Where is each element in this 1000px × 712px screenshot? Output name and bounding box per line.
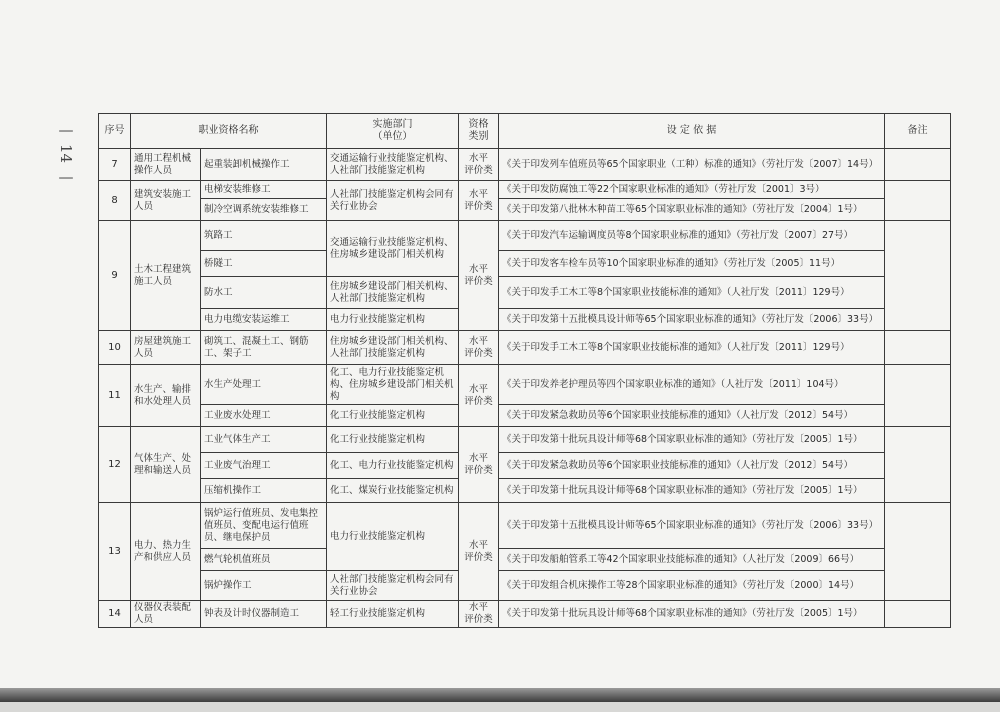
- remark: [885, 149, 951, 181]
- category: 水平 评价类: [459, 427, 499, 503]
- row-seq: 8: [99, 181, 131, 221]
- sub-qualification: 防水工: [201, 277, 327, 309]
- category: 水平 评价类: [459, 601, 499, 628]
- page-number-value: 14: [57, 144, 75, 164]
- header-basis: 设 定 依 据: [499, 114, 885, 149]
- sub-qualification: 起重装卸机械操作工: [201, 149, 327, 181]
- department: 人社部门技能鉴定机构会同有关行业协会: [327, 181, 459, 221]
- department: 住房城乡建设部门相关机构、人社部门技能鉴定机构: [327, 331, 459, 365]
- page-number: [56, 120, 76, 187]
- sub-qualification: 桥隧工: [201, 251, 327, 277]
- basis: 《关于印发手工木工等8个国家职业技能标准的通知》（人社厅发〔2011〕129号）: [499, 277, 885, 309]
- basis: 《关于印发第十五批模具设计师等65个国家职业标准的通知》（劳社厅发〔2006〕33号）: [499, 503, 885, 549]
- row-seq: 11: [99, 365, 131, 427]
- table-body: [99, 149, 951, 628]
- basis: 《关于印发手工木工等8个国家职业技能标准的通知》（人社厅发〔2011〕129号）: [499, 331, 885, 365]
- row-seq: 7: [99, 149, 131, 181]
- table-row: [99, 221, 951, 251]
- remark: [885, 503, 951, 601]
- basis: 《关于印发紧急救助员等6个国家职业技能标准的通知》（人社厅发〔2012〕54号）: [499, 453, 885, 479]
- qualification-name: 仪器仪表装配人员: [131, 601, 201, 628]
- department: 轻工行业技能鉴定机构: [327, 601, 459, 628]
- category: 水平 评价类: [459, 365, 499, 427]
- sub-qualification: 筑路工: [201, 221, 327, 251]
- page-dash: —: [58, 121, 74, 139]
- sub-qualification: 电力电缆安装运维工: [201, 309, 327, 331]
- basis: 《关于印发组合机床操作工等28个国家职业标准的通知》（劳社厅发〔2000〕14号）: [499, 571, 885, 601]
- category: 水平 评价类: [459, 181, 499, 221]
- sub-qualification: 工业废气治理工: [201, 453, 327, 479]
- table-row: [99, 503, 951, 549]
- department: 电力行业技能鉴定机构: [327, 309, 459, 331]
- basis: 《关于印发防腐蚀工等22个国家职业标准的通知》（劳社厅发〔2001〕3号）: [499, 181, 885, 199]
- sub-qualification: 锅炉操作工: [201, 571, 327, 601]
- department: 人社部门技能鉴定机构会同有关行业协会: [327, 571, 459, 601]
- category: 水平 评价类: [459, 149, 499, 181]
- sub-qualification: 砌筑工、混凝土工、钢筋工、架子工: [201, 331, 327, 365]
- department: 化工行业技能鉴定机构: [327, 427, 459, 453]
- header-department: 实施部门 （单位）: [327, 114, 459, 149]
- remark: [885, 427, 951, 503]
- remark: [885, 365, 951, 427]
- page-bottom-edge: [0, 688, 1000, 702]
- table-row: [99, 601, 951, 628]
- sub-qualification: 工业气体生产工: [201, 427, 327, 453]
- qualification-name: 通用工程机械操作人员: [131, 149, 201, 181]
- sub-qualification: 压缩机操作工: [201, 479, 327, 503]
- basis: 《关于印发第十批玩具设计师等68个国家职业标准的通知》（劳社厅发〔2005〕1号）: [499, 427, 885, 453]
- basis: 《关于印发第八批林木种苗工等65个国家职业标准的通知》（劳社厅发〔2004〕1号）: [499, 199, 885, 221]
- sub-qualification: 工业废水处理工: [201, 405, 327, 427]
- sub-qualification: 燃气轮机值班员: [201, 549, 327, 571]
- table-row: [99, 479, 951, 503]
- table-row: [99, 277, 951, 309]
- table-row: [99, 331, 951, 365]
- basis: 《关于印发汽车运输调度员等8个国家职业标准的通知》（劳社厅发〔2007〕27号）: [499, 221, 885, 251]
- basis: 《关于印发紧急救助员等6个国家职业技能标准的通知》（人社厅发〔2012〕54号）: [499, 405, 885, 427]
- basis: 《关于印发船舶管系工等42个国家职业技能标准的通知》（人社厅发〔2009〕66号）: [499, 549, 885, 571]
- department: 化工、煤炭行业技能鉴定机构: [327, 479, 459, 503]
- remark: [885, 181, 951, 221]
- remark: [885, 601, 951, 628]
- row-seq: 10: [99, 331, 131, 365]
- page-bottom-shadow: [0, 702, 1000, 712]
- table-header-row: [99, 114, 951, 149]
- sub-qualification: 钟表及计时仪器制造工: [201, 601, 327, 628]
- table-row: [99, 365, 951, 405]
- category: 水平 评价类: [459, 503, 499, 601]
- department: 电力行业技能鉴定机构: [327, 503, 459, 571]
- table-row: [99, 149, 951, 181]
- qualification-name: 电力、热力生产和供应人员: [131, 503, 201, 601]
- remark: [885, 331, 951, 365]
- sub-qualification: 制冷空调系统安装维修工: [201, 199, 327, 221]
- basis: 《关于印发第十批玩具设计师等68个国家职业标准的通知》（劳社厅发〔2005〕1号）: [499, 601, 885, 628]
- basis: 《关于印发列车值班员等65个国家职业（工种）标准的通知》（劳社厅发〔2007〕14号）: [499, 149, 885, 181]
- department: 化工、电力行业技能鉴定机构、住房城乡建设部门相关机构: [327, 365, 459, 405]
- category: 水平 评价类: [459, 221, 499, 331]
- qualification-name: 水生产、输排和水处理人员: [131, 365, 201, 427]
- row-seq: 13: [99, 503, 131, 601]
- row-seq: 12: [99, 427, 131, 503]
- basis: 《关于印发客车检车员等10个国家职业标准的通知》（劳社厅发〔2005〕11号）: [499, 251, 885, 277]
- department: 交通运输行业技能鉴定机构、住房城乡建设部门相关机构: [327, 221, 459, 277]
- qualification-name: 气体生产、处理和输送人员: [131, 427, 201, 503]
- header-remark: 备注: [885, 114, 951, 149]
- table-row: [99, 251, 951, 277]
- table-row: [99, 453, 951, 479]
- page-dash-bottom: —: [58, 168, 74, 187]
- table-row: [99, 571, 951, 601]
- sub-qualification: 水生产处理工: [201, 365, 327, 405]
- qualification-name: 建筑安装施工人员: [131, 181, 201, 221]
- table-row: [99, 199, 951, 221]
- remark: [885, 221, 951, 331]
- category: 水平 评价类: [459, 331, 499, 365]
- department: 交通运输行业技能鉴定机构、人社部门技能鉴定机构: [327, 149, 459, 181]
- qualification-table: [98, 113, 951, 628]
- table-row: [99, 549, 951, 571]
- basis: 《关于印发第十五批模具设计师等65个国家职业标准的通知》（劳社厅发〔2006〕33号）: [499, 309, 885, 331]
- qualification-name: 房屋建筑施工人员: [131, 331, 201, 365]
- table-row: [99, 181, 951, 199]
- row-seq: 9: [99, 221, 131, 331]
- table-row: [99, 309, 951, 331]
- sub-qualification: 电梯安装维修工: [201, 181, 327, 199]
- basis: 《关于印发养老护理员等四个国家职业标准的通知》（人社厅发〔2011〕104号）: [499, 365, 885, 405]
- table-row: [99, 427, 951, 453]
- department: 化工、电力行业技能鉴定机构: [327, 453, 459, 479]
- department: 住房城乡建设部门相关机构、人社部门技能鉴定机构: [327, 277, 459, 309]
- qualification-name: 土木工程建筑施工人员: [131, 221, 201, 331]
- sub-qualification: 锅炉运行值班员、发电集控值班员、变配电运行值班员、继电保护员: [201, 503, 327, 549]
- header-qualification: 职业资格名称: [131, 114, 327, 149]
- department: 化工行业技能鉴定机构: [327, 405, 459, 427]
- basis: 《关于印发第十批玩具设计师等68个国家职业标准的通知》（劳社厅发〔2005〕1号）: [499, 479, 885, 503]
- table-row: [99, 405, 951, 427]
- row-seq: 14: [99, 601, 131, 628]
- header-seq: 序号: [99, 114, 131, 149]
- header-category: 资格 类别: [459, 114, 499, 149]
